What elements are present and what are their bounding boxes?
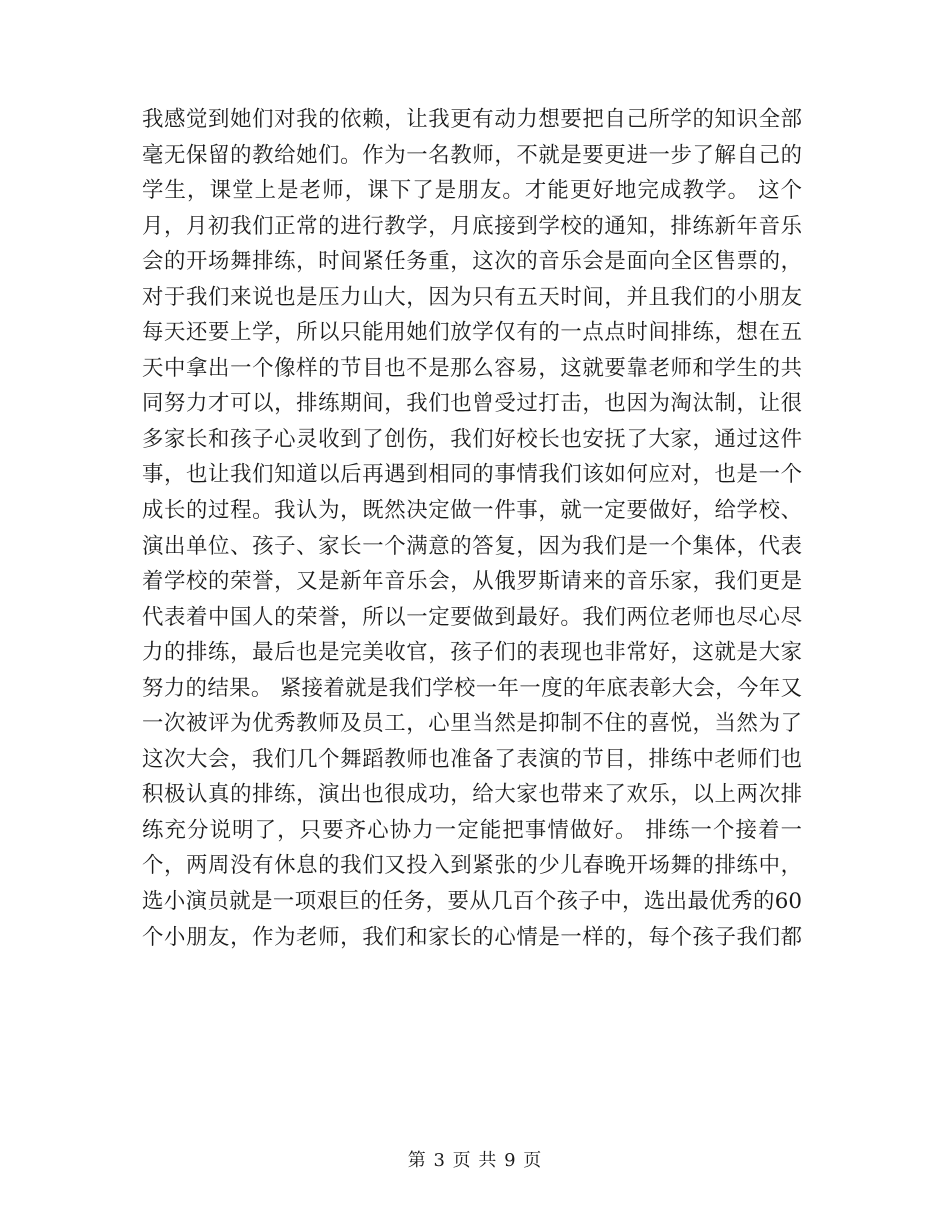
text-line: 事，也让我们知道以后再遇到相同的事情我们该如何应对，也是一个 [142, 462, 802, 488]
text-line: 会的开场舞排练，时间紧任务重，这次的音乐会是面向全区售票的， [142, 249, 802, 275]
text-line: 个小朋友，作为老师，我们和家长的心情是一样的，每个孩子我们都 [142, 924, 802, 950]
page-number-footer: 第 3 页 共 9 页 [407, 1150, 543, 1171]
text-line: 一次被评为优秀教师及员工，心里当然是抑制不住的喜悦，当然为了 [142, 711, 802, 737]
text-line: 练充分说明了，只要齐心协力一定能把事情做好。 排练一个接着一 [142, 817, 802, 843]
text-line: 个，两周没有休息的我们又投入到紧张的少儿春晚开场舞的排练中， [142, 853, 802, 879]
body-text [142, 102, 802, 955]
text-line: 毫无保留的教给她们。作为一名教师，不就是要更进一步了解自己的 [142, 142, 802, 168]
text-line: 我感觉到她们对我的依赖，让我更有动力想要把自己所学的知识全部 [142, 107, 802, 132]
text-line: 多家长和孩子心灵收到了创伤，我们好校长也安抚了大家，通过这件 [142, 426, 802, 452]
text-line: 同努力才可以，排练期间，我们也曾受过打击，也因为淘汰制，让很 [142, 391, 802, 417]
text-line: 每天还要上学，所以只能用她们放学仅有的一点点时间排练，想在五 [142, 320, 802, 346]
text-line: 积极认真的排练，演出也很成功，给大家也带来了欢乐，以上两次排 [142, 782, 802, 808]
text-line: 对于我们来说也是压力山大，因为只有五天时间，并且我们的小朋友 [142, 284, 802, 310]
text-line: 这次大会，我们几个舞蹈教师也准备了表演的节目，排练中老师们也 [142, 746, 802, 772]
text-line: 月，月初我们正常的进行教学，月底接到学校的通知，排练新年音乐 [142, 213, 802, 239]
text-line: 成长的过程。我认为，既然决定做一件事，就一定要做好，给学校、 [142, 498, 802, 524]
text-line: 着学校的荣誉，又是新年音乐会，从俄罗斯请来的音乐家，我们更是 [142, 569, 802, 595]
text-line: 代表着中国人的荣誉，所以一定要做到最好。我们两位老师也尽心尽 [142, 604, 802, 630]
text-line: 选小演员就是一项艰巨的任务，要从几百个孩子中，选出最优秀的60 [142, 889, 802, 915]
text-line: 学生，课堂上是老师，课下了是朋友。才能更好地完成教学。 这个 [142, 178, 802, 204]
text-line: 天中拿出一个像样的节目也不是那么容易，这就要靠老师和学生的共 [142, 355, 802, 381]
text-line: 演出单位、孩子、家长一个满意的答复，因为我们是一个集体，代表 [142, 533, 802, 559]
text-line: 力的排练，最后也是完美收官，孩子们的表现也非常好，这就是大家 [142, 640, 802, 666]
text-line: 努力的结果。 紧接着就是我们学校一年一度的年底表彰大会，今年又 [142, 675, 802, 701]
